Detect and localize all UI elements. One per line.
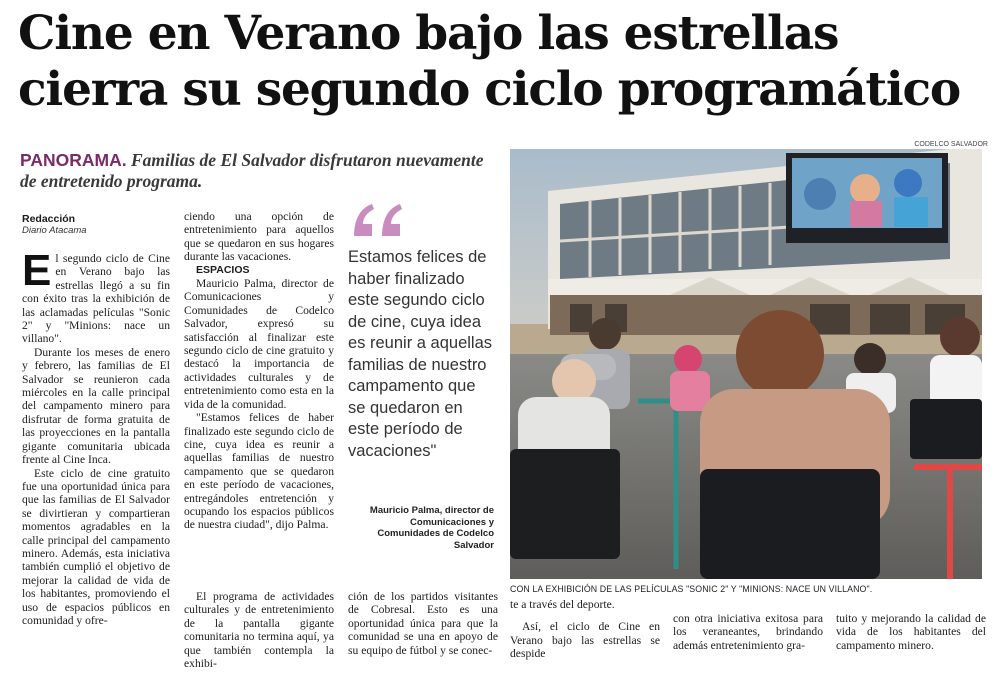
photo-credit: CODELCO SALVADOR xyxy=(914,141,988,148)
article-column-1 xyxy=(22,246,170,627)
pull-quote-attribution: Mauricio Palma, director de Comunicaciones y Comunidades de Codelco Salvador xyxy=(369,505,494,551)
paragraph-text: l segundo ciclo de Cine en Verano bajo las estrellas llegó a su fin con éxito tras la exhibición de las aclamadas películas "Sonic 2" y "Minions: nace un villano". xyxy=(22,252,170,346)
article-column-3-bottom xyxy=(348,590,498,657)
article-paragraph: ción de los partidos visitantes de Cobresal. Esto es una oportunidad única para que la comunidad se una en apoyo de su equipo de fútbol y se conec- xyxy=(348,590,498,657)
article-column-5-bottom xyxy=(673,612,823,652)
article-column-2 xyxy=(184,210,334,532)
article-paragraph: tuito y mejorando la calidad de vida de los habitantes del campamento minero. xyxy=(836,612,986,652)
drop-cap: E xyxy=(22,246,52,295)
lead-paragraph xyxy=(20,150,490,192)
event-photo xyxy=(510,149,982,579)
photo-caption: CON LA EXHIBICIÓN DE LAS PELÍCULAS "SONIC 2" Y "MINIONS: NACE UN VILLANO". xyxy=(510,584,873,594)
lead-text: Familias de El Salvador disfrutaron nuevamente de entretenido programa. xyxy=(20,150,484,191)
headline-line-2: cierra su segundo ciclo programático xyxy=(18,62,961,117)
article-column-4-bottom xyxy=(510,598,660,661)
byline-author: Redacción xyxy=(22,213,76,225)
quote-mark-icon xyxy=(350,200,410,240)
article-paragraph: "Estamos felices de haber finalizado este segundo ciclo de cine, cuya idea es reunir a aquellas familias de nuestro campamento que se quedaron en este período de vacaciones, entregándoles entretención y ocupando los espacios públicos de nuestra ciudad", dijo Palma. xyxy=(184,411,334,532)
section-tag: PANORAMA. xyxy=(20,150,127,170)
article-column-2-bottom xyxy=(184,590,334,670)
article-paragraph: ciendo una opción de entretenimiento para aquellos que se quedaron en sus hogares durante las vacaciones. xyxy=(184,210,334,264)
article-paragraph: Este ciclo de cine gratuito fue una oportunidad única para que las familias de El Salvador se divirtieran y compartieran momentos agradables en la calle principal del campamento minero. Además, esta iniciativa también cumplió el objetivo de mejorar la calidad de vida de los habitantes, promoviendo el uso de espacios públicos en comunidad y ofre- xyxy=(22,466,170,627)
article-paragraph: El programa de actividades culturales y de entretenimiento de la pantalla gigante comunitaria no termina aquí, ya que también contempla la exhibi- xyxy=(184,590,334,671)
article-paragraph xyxy=(22,246,170,346)
section-subhead: ESPACIOS xyxy=(196,263,250,276)
pull-quote: Estamos felices de haber finalizado este segundo ciclo de cine, cuya idea es reunir a aquellas familias de nuestro campamento que se quedaron en este período de vacaciones" xyxy=(348,248,493,460)
article-paragraph: Durante los meses de enero y febrero, las familias de El Salvador se reunieron cada miércoles en la calle principal del campamento minero para disfrutar de forma gratuita de las proyecciones en la pantalla gigante comunitaria ubicada frente al Cine Inca. xyxy=(22,345,170,467)
byline xyxy=(22,213,172,236)
outdoor-cinema-illustration xyxy=(510,149,982,579)
article-paragraph: te a través del deporte. xyxy=(510,598,615,611)
headline-line-1: Cine en Verano bajo las estrellas xyxy=(18,6,839,61)
article-column-6-bottom xyxy=(836,612,986,652)
headline xyxy=(18,6,988,118)
article-paragraph: Así, el ciclo de Cine en Verano bajo las estrellas se despide xyxy=(510,620,660,661)
byline-outlet: Diario Atacama xyxy=(22,225,87,236)
article-paragraph: Mauricio Palma, director de Comunicaciones y Comunidades de Codelco Salvador, expresó su satisfacción al finalizar este segundo ciclo de cine gratuito y destacó la importancia de actividades culturales y de entretenimiento como esta en la vida de la comunidad. xyxy=(184,277,334,411)
article-paragraph: con otra iniciativa exitosa para los veraneantes, brindando además entretenimiento gra- xyxy=(673,612,823,652)
